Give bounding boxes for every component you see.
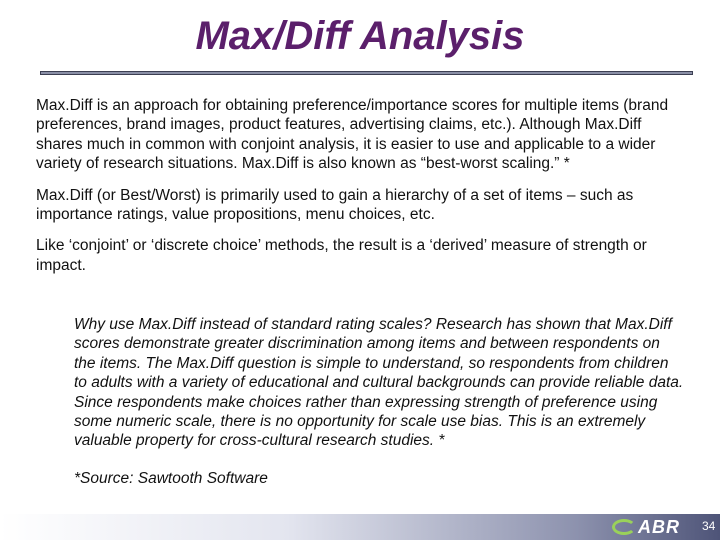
title-divider (40, 71, 693, 75)
paragraph-derived: Like ‘conjoint’ or ‘discrete choice’ methods, the result is a ‘derived’ measure of strength or impact. (36, 237, 647, 274)
quote-text: Why use Max.Diff instead of standard rating scales? Research has shown that Max.Diff scores demonstrate greater discrimination among items and between respondents on the items. The Max.Diff question is simple to understand, so respondents from children to adults with a variety of educational and cultural backgrounds can provide reliable data. Since respondents make choices rather than expressing strength of preference using some numeric scale, there is no opportunity for scale use bias. This is an extremely valuable property for cross-cultural research studies. * (74, 316, 684, 450)
paragraph-usage: Max.Diff (or Best/Worst) is primarily used to gain a hierarchy of a set of items – such as importance ratings, value propositions, menu choices, etc. (36, 186, 634, 224)
quote-block (74, 315, 684, 506)
abr-logo (612, 515, 702, 539)
slide-body (36, 96, 692, 287)
slide-title: Max/Diff Analysis (195, 14, 525, 58)
page-number: 34 (702, 519, 716, 533)
abr-swoosh-logo-icon (612, 519, 636, 535)
paragraph-intro: Max.Diff is an approach for obtaining preference/importance scores for multiple items (brand preferences, brand images, product features, advertising claims, etc.). Although Max.Diff shares much in common with conjoint analysis, it is easier to use and applicable to a wider variety of research situations. Max.Diff is also known as “best-worst scaling.” * (36, 97, 669, 173)
source-note: *Source: Sawtooth Software (74, 469, 268, 487)
logo-text: ABR (638, 516, 680, 537)
